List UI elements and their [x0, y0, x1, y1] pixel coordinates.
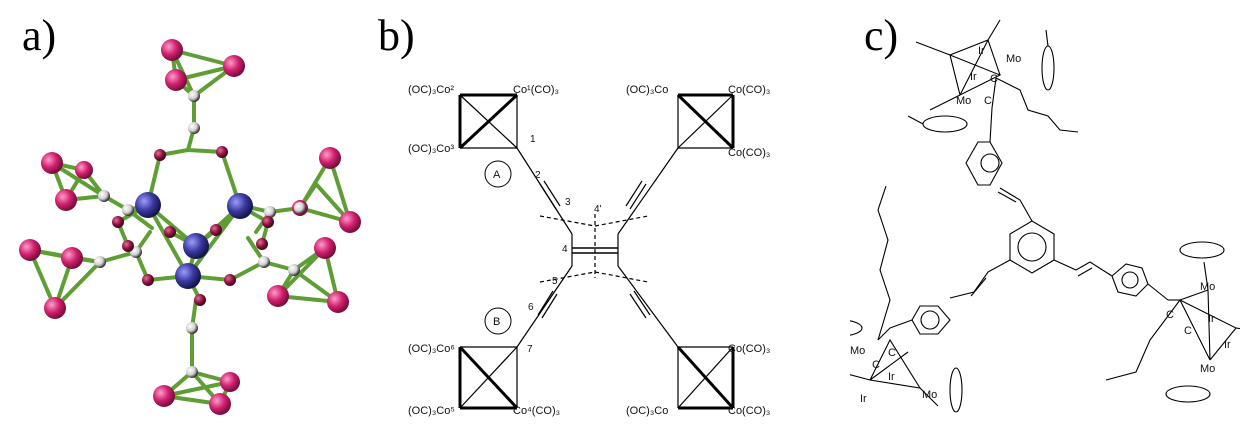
panel-a-molecule — [0, 0, 380, 434]
co-label: Co(CO)₃ — [728, 147, 771, 159]
co-label: (OC)₃Co — [626, 405, 669, 417]
atom-label: C — [990, 73, 998, 85]
atom-label: Ir — [970, 71, 977, 83]
atom-label: Mo — [956, 95, 972, 107]
atom-number: 5 — [552, 276, 558, 287]
atom-label: Ir — [860, 393, 867, 405]
atom-label: Mo — [1200, 281, 1216, 293]
panel-a-ball-and-stick — [0, 0, 380, 434]
atom-label: Ir — [888, 371, 895, 383]
panel-b-structure-formula — [380, 0, 850, 434]
atom-label: Ir — [1208, 313, 1215, 325]
atom-label: Mo — [1006, 53, 1022, 65]
co-label: Co¹(CO)₃ — [513, 84, 560, 96]
co-label: (OC)₃Co⁵ — [408, 405, 455, 417]
formula-bonds — [460, 95, 733, 408]
atom-label: Mo — [1200, 363, 1216, 375]
metal-core-atoms — [135, 192, 253, 289]
atom-label: C — [888, 347, 896, 359]
bonds — [30, 50, 350, 404]
panel-c-bonds — [850, 20, 1240, 412]
co-label: (OC)₃Co² — [408, 84, 455, 96]
atom-number: 2 — [535, 170, 541, 181]
atom-label: C — [872, 359, 880, 371]
panel-a-label: a) — [22, 11, 57, 60]
atom-number: 4 — [562, 244, 568, 255]
atom-label: Mo — [850, 345, 866, 357]
atom-number: 1 — [530, 134, 536, 145]
atom-number: 4' — [594, 204, 602, 215]
co-label: (OC)₃Co³ — [408, 143, 455, 155]
co-label: (OC)₃Co — [626, 84, 669, 96]
ring-label-b: B — [493, 316, 501, 328]
atom-number: 7 — [527, 344, 533, 355]
co-label: Co(CO)₃ — [728, 84, 771, 96]
panel-c-labels — [850, 45, 1231, 405]
atom-label: Ir — [1224, 339, 1231, 351]
panel-b-label: b) — [378, 11, 415, 60]
panel-b-formula — [380, 0, 850, 434]
atom-label: Ir — [978, 45, 985, 57]
co-label: Co⁴(CO)₃ — [513, 405, 561, 417]
ring-label-a: A — [493, 169, 501, 181]
panel-c-label: c) — [864, 11, 899, 60]
atom-label: C — [984, 95, 992, 107]
panel-c-structure — [850, 0, 1240, 434]
atom-number: 6 — [528, 302, 534, 313]
panel-c-formula — [850, 0, 1240, 434]
atom-label: Mo — [922, 389, 938, 401]
atom-label: C — [1166, 309, 1174, 321]
atom-number: 3 — [565, 197, 571, 208]
co-label: (OC)₃Co⁶ — [408, 343, 455, 355]
atom-label: C — [1184, 325, 1192, 337]
co-label: Co(CO)₃ — [728, 405, 771, 417]
co-label: Co(CO)₃ — [728, 343, 771, 355]
formula-labels — [408, 84, 770, 417]
